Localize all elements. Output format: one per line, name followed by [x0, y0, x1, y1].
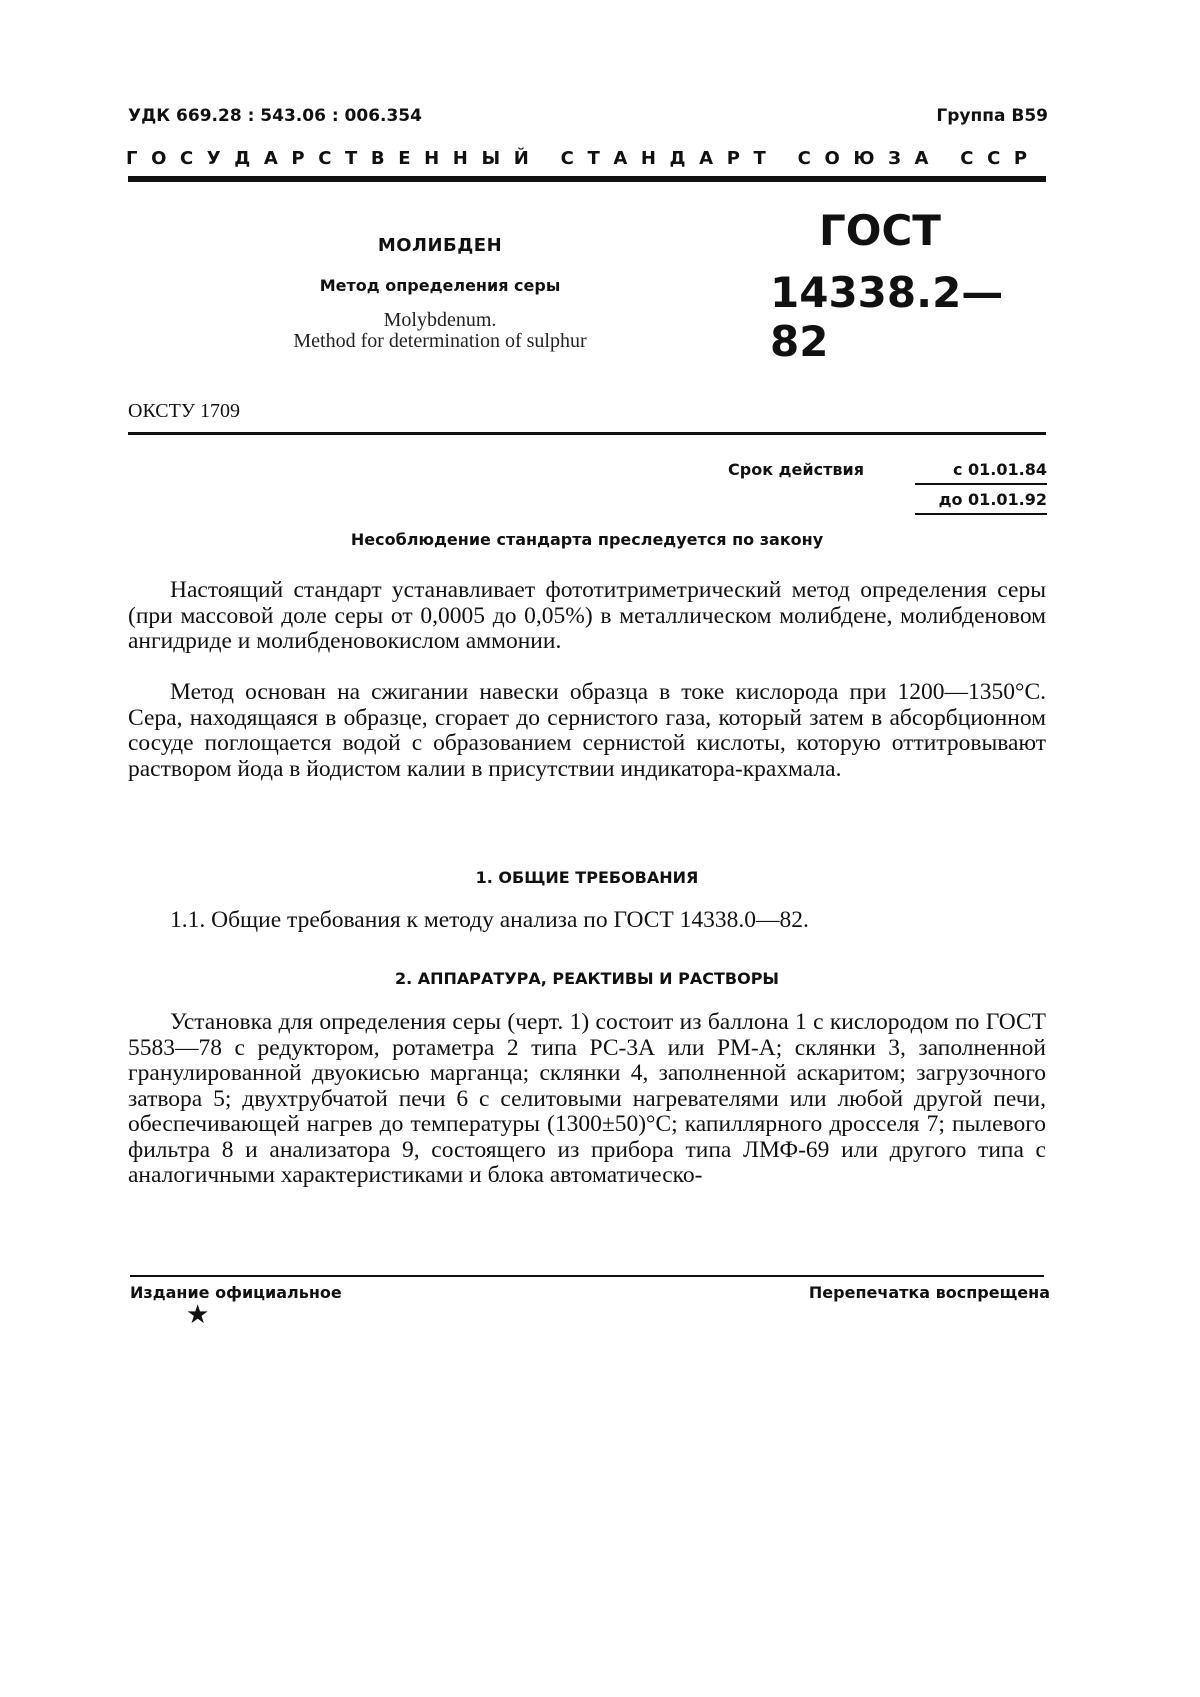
- state-standard-banner: [126, 148, 1047, 169]
- paragraph-text: Настоящий стандарт устанавливает фототитриметрический метод определения серы (при массовой доле серы от 0,0005 до 0,05%) в металлическом молибдене, молибденовом ангидриде и молибденовокислом аммонии.: [128, 577, 1046, 654]
- oksty-code: ОКСТУ 1709: [128, 400, 241, 422]
- paragraph-text: Метод основан на сжигании навески образца в токе кислорода при 1200—1350°С. Сера, находящаяся в образце, сгорает до сернистого газа, который затем в абсорбционном сосуде поглощается водой с образованием сернистой кислоты, которую оттитровывают раствором йода в йодистом калии в присутствии индикатора-крахмала.: [128, 679, 1046, 782]
- subtitle-ru: Метод определения серы: [319, 276, 561, 295]
- banner-word-1: ГОСУДАРСТВЕННЫЙ: [126, 148, 543, 169]
- star-icon: ★: [186, 1300, 210, 1329]
- paragraph-text: Установка для определения серы (черт. 1) состоит из баллона 1 с кислородом по ГОСТ 5583—78 с редуктором, ротаметра 2 типа РС-3А или РМ-А; склянки 3, заполненной гранулированной двуокисью марганца; склянки 4, заполненной аскаритом; загрузочного затвора 5; двухтрубчатой печи 6 с селитовыми нагревателями или любой другой печи, обеспечивающей нагрев до температуры (1300±50)°С; капиллярного дросселя 7; пылевого фильтра 8 и анализатора 9, состоящего из прибора типа ЛМФ-69 или другого типа с аналогичными характеристиками и блока автоматическо-: [128, 1009, 1046, 1188]
- gost-number: 14338.2—82: [770, 268, 1004, 366]
- apparatus-paragraph: [128, 1010, 1046, 1189]
- banner-word-4: ССР: [960, 148, 1041, 169]
- gost-label: ГОСТ: [819, 206, 941, 255]
- group-code: Группа В59: [936, 106, 1048, 126]
- validity-from: с 01.01.84: [915, 460, 1047, 485]
- banner-word-3: СОЮЗА: [797, 148, 943, 169]
- footer-rule: [130, 1275, 1044, 1277]
- title-en-line2: Method for determination of sulphur: [293, 330, 587, 352]
- header-rule: [128, 176, 1046, 182]
- intro-paragraph: [128, 578, 1046, 655]
- reprint-notice: Перепечатка воспрещена: [808, 1283, 1050, 1302]
- banner-word-2: СТАНДАРТ: [560, 148, 780, 169]
- title-en-line1: Molybdenum.: [383, 309, 497, 331]
- general-requirements-paragraph: [128, 908, 1046, 934]
- section-2-heading: 2. АППАРАТУРА, РЕАКТИВЫ И РАСТВОРЫ: [394, 969, 780, 988]
- section-1-heading: 1. ОБЩИЕ ТРЕБОВАНИЯ: [475, 868, 699, 887]
- title-ru: МОЛИБДЕН: [377, 235, 503, 256]
- method-paragraph: [128, 680, 1046, 782]
- udk-code: УДК 669.28 : 543.06 : 006.354: [128, 106, 422, 126]
- validity-to: до 01.01.92: [915, 490, 1047, 515]
- validity-label: Срок действия: [728, 460, 864, 479]
- paragraph-text: 1.1. Общие требования к методу анализа по ГОСТ 14338.0—82.: [170, 907, 809, 933]
- edition-label: Издание официальное: [130, 1283, 342, 1302]
- law-notice: Несоблюдение стандарта преследуется по закону: [350, 530, 824, 549]
- divider-rule: [128, 432, 1046, 435]
